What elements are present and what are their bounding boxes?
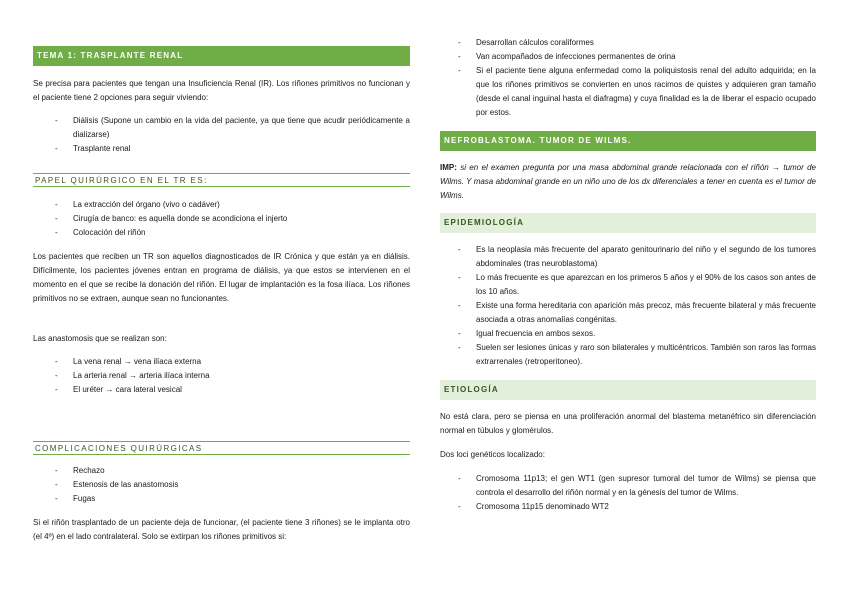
- imp-label: IMP:: [440, 163, 457, 172]
- section-title: NEFROBLASTOMA. TUMOR DE WILMS.: [444, 136, 632, 145]
- list-item: - Lo más frecuente es que aparezcan en los primeros 5 años y el 90% de los casos son antes de los 10 años.: [458, 271, 816, 299]
- section-header-complicaciones: [33, 441, 410, 455]
- imp-paragraph: [440, 161, 816, 203]
- loci-intro: Dos loci genéticos localizado:: [440, 450, 545, 459]
- list-item: - Cromosoma 11p13; el gen WT1 (gen supresor tumoral del tumor de Wilms) se piensa que controla el desarrollo del riñón normal y en la génesis del tumor de Wilms.: [458, 472, 816, 500]
- list-item: - Igual frecuencia en ambos sexos.: [458, 327, 816, 341]
- list-item: - Existe una forma hereditaria con aparición más precoz, más frecuente bilateral y más frecuente asociada a otras anomalías congénitas.: [458, 299, 816, 327]
- epidemiologia-list: [458, 243, 816, 369]
- papel-list: [55, 198, 410, 240]
- list-item: - Desarrollan cálculos coraliformes: [458, 36, 816, 50]
- list-item: - Estenosis de las anastomosis: [55, 478, 410, 492]
- section-title: EPIDEMIOLOGÍA: [444, 218, 525, 227]
- list-item: - Rechazo: [55, 464, 410, 478]
- section-header-wilms: [440, 131, 816, 151]
- list-item: - Es la neoplasia más frecuente del aparato genitourinario del niño y el segundo de los tumores abdominales (tras neuroblastoma): [458, 243, 816, 271]
- section-title: TEMA 1: TRASPLANTE RENAL: [37, 51, 184, 60]
- section-title: PAPEL QUIRÚRGICO EN EL TR ES:: [35, 176, 208, 185]
- section-header-trasplante-renal: [33, 46, 410, 66]
- section-header-epidemiologia: [440, 213, 816, 233]
- loci-list: [458, 472, 816, 514]
- list-item: - Si el paciente tiene alguna enfermedad como la poliquistosis renal del adulto adquirida; en la que los riñones primitivos se convierten en unos racimos de quistes y adquieren gran tamaño (desde el canal inguinal hasta el diafragma) y cuya finalidad es la de liberar el espacio ocupado por estos.: [458, 64, 816, 120]
- section-title: ETIOLOGÍA: [444, 385, 499, 394]
- rinon-paragraph: Si el riñón trasplantado de un paciente deja de funcionar, (el paciente tiene 3 riñones) se le implanta otro (el 4º) en el lado contralateral. Solo se extirpan los riñones primitivos si:: [33, 518, 410, 541]
- list-item: - Cromosoma 11p15 denominado WT2: [458, 500, 816, 514]
- list-item: - Colocación del riñón: [55, 226, 410, 240]
- extirpacion-list: [458, 36, 816, 120]
- list-item: - Trasplante renal: [55, 142, 410, 156]
- list-item: - Diálisis (Supone un cambio en la vida del paciente, ya que tiene que acudir periódicamente a dializarse): [55, 114, 410, 142]
- list-item: - La arteria renal → arteria ilíaca interna: [55, 369, 410, 383]
- anastomosis-list: [55, 355, 410, 397]
- section-header-papel-quirurgico: [33, 173, 410, 187]
- list-item: - Suelen ser lesiones únicas y raro son bilaterales y multicéntricos. También son raros las formas extrarrenales (retroperitoneo).: [458, 341, 816, 369]
- list-item: - Fugas: [55, 492, 410, 506]
- intro-paragraph: Se precisa para pacientes que tengan una Insuficiencia Renal (IR). Los riñones primitivos no funcionan y el paciente tiene 2 opciones para seguir viviendo:: [33, 79, 410, 102]
- anastomosis-intro: Las anastomosis que se realizan son:: [33, 334, 167, 343]
- list-item: - Van acompañados de infecciones permanentes de orina: [458, 50, 816, 64]
- imp-text: si en el examen pregunta por una masa abdominal grande relacionada con el riñón → tumor de Wilms. Y masa abdominal grande en un niño uno de los dx diferenciales a tener en cuenta es el tumor de Wilms.: [440, 163, 816, 200]
- pacientes-paragraph: Los pacientes que reciben un TR son aquellos diagnosticados de IR Crónica y que están ya en diálisis. Difícilmente, los pacientes jóvenes entran en programa de diálisis, ya que estos se intervienen en el momento en el que se recibe la donación del riñón. El lugar de implantación es la fosa ilíaca. Los riñones primitivos no se extraen, aunque sean no funcionantes.: [33, 252, 410, 303]
- list-item: - El uréter → cara lateral vesical: [55, 383, 410, 397]
- options-list: [55, 114, 410, 156]
- complicaciones-list: [55, 464, 410, 506]
- list-item: - La vena renal → vena ilíaca externa: [55, 355, 410, 369]
- section-title: COMPLICACIONES QUIRÚRGICAS: [35, 444, 203, 453]
- etiologia-paragraph: No está clara, pero se piensa en una proliferación anormal del blastema metanéfrico sin diferenciación normal en túbulos y glomérulos.: [440, 412, 816, 435]
- list-item: - Cirugía de banco: es aquella donde se acondiciona el injerto: [55, 212, 410, 226]
- list-item: - La extracción del órgano (vivo o cadáver): [55, 198, 410, 212]
- section-header-etiologia: [440, 380, 816, 400]
